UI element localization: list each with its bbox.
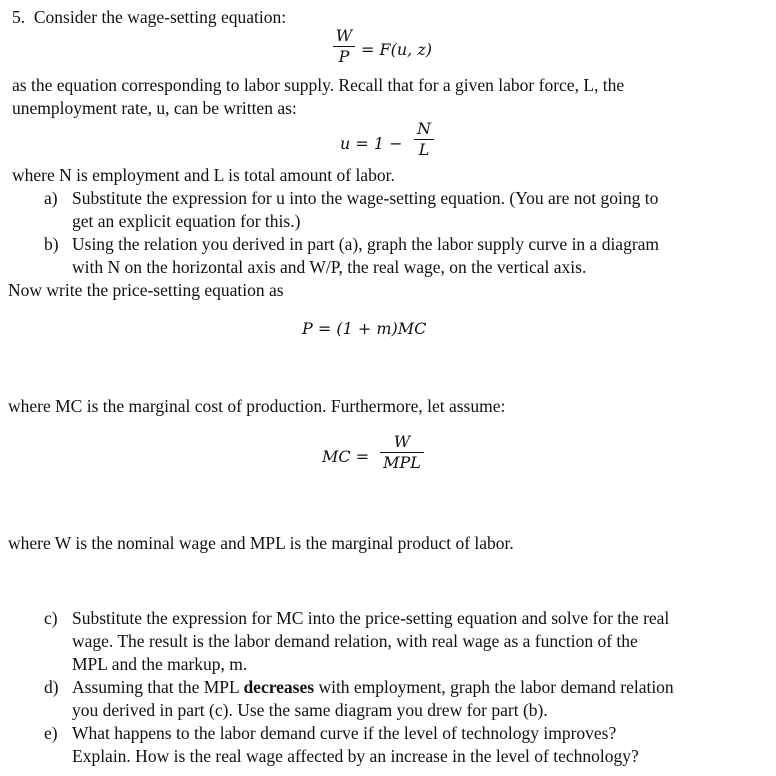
question-number: 5. xyxy=(12,7,26,27)
part-e-continued: Explain. How is the real wage affected by an increase in the level of technology? xyxy=(72,746,639,766)
part-d-continued: you derived in part (c). Use the same diagram you drew for part (b). xyxy=(72,700,548,720)
price-setting-equation: P = (1 + m)MC xyxy=(302,319,427,338)
part-label: c) xyxy=(44,608,58,628)
part-c-continued: MPL and the markup, m. xyxy=(72,654,248,674)
part-label: b) xyxy=(44,234,59,254)
question-header xyxy=(12,6,286,28)
paragraph-line: unemployment rate, u, can be written as: xyxy=(12,98,297,118)
question-intro: Consider the wage-setting equation: xyxy=(33,7,287,27)
paragraph-line: where N is employment and L is total amount of labor. xyxy=(12,165,395,185)
fraction-numerator: N xyxy=(417,119,431,138)
unemployment-lhs: u = 1 − xyxy=(340,134,403,153)
part-a-continued: get an explicit equation for this.) xyxy=(72,211,301,231)
part-e xyxy=(44,722,616,744)
part-a xyxy=(44,187,658,209)
part-text: Substitute the expression for MC into the price-setting equation and solve for the real xyxy=(72,608,670,628)
part-text: What happens to the labor demand curve if the level of technology improves? xyxy=(72,723,617,743)
part-label: e) xyxy=(44,723,58,743)
part-text: Substitute the expression for u into the wage-setting equation. (You are not going to xyxy=(72,188,659,208)
part-text: Assuming that the MPL xyxy=(72,677,240,697)
part-b xyxy=(44,233,659,255)
unemployment-fraction xyxy=(414,120,434,159)
emphasis-bold: decreases xyxy=(243,677,315,697)
paragraph-line: as the equation corresponding to labor supply. Recall that for a given labor force, L, the xyxy=(12,75,625,95)
paragraph-line: Now write the price-setting equation as xyxy=(8,280,284,300)
wage-setting-fraction xyxy=(333,27,355,66)
fraction-denominator: L xyxy=(418,140,430,159)
part-text: Using the relation you derived in part (a), graph the labor supply curve in a diagram xyxy=(72,234,660,254)
fraction-denominator: MPL xyxy=(383,453,421,472)
marginal-cost-lhs: MC = xyxy=(322,447,370,466)
wage-setting-rhs: = F(u, z) xyxy=(361,40,432,59)
marginal-cost-fraction xyxy=(380,433,424,472)
fraction-denominator: P xyxy=(338,47,350,66)
part-text: with employment, graph the labor demand relation xyxy=(318,677,674,697)
part-d xyxy=(44,676,674,698)
part-c-continued: wage. The result is the labor demand relation, with real wage as a function of the xyxy=(72,631,638,651)
fraction-numerator: W xyxy=(335,26,353,45)
part-b-continued: with N on the horizontal axis and W/P, the real wage, on the vertical axis. xyxy=(72,257,587,277)
part-label: a) xyxy=(44,188,58,208)
paragraph-line: where MC is the marginal cost of production. Furthermore, let assume: xyxy=(8,396,506,416)
paragraph-line: where W is the nominal wage and MPL is the marginal product of labor. xyxy=(8,533,514,553)
part-c xyxy=(44,607,669,629)
part-label: d) xyxy=(44,677,59,697)
fraction-numerator: W xyxy=(393,432,411,451)
